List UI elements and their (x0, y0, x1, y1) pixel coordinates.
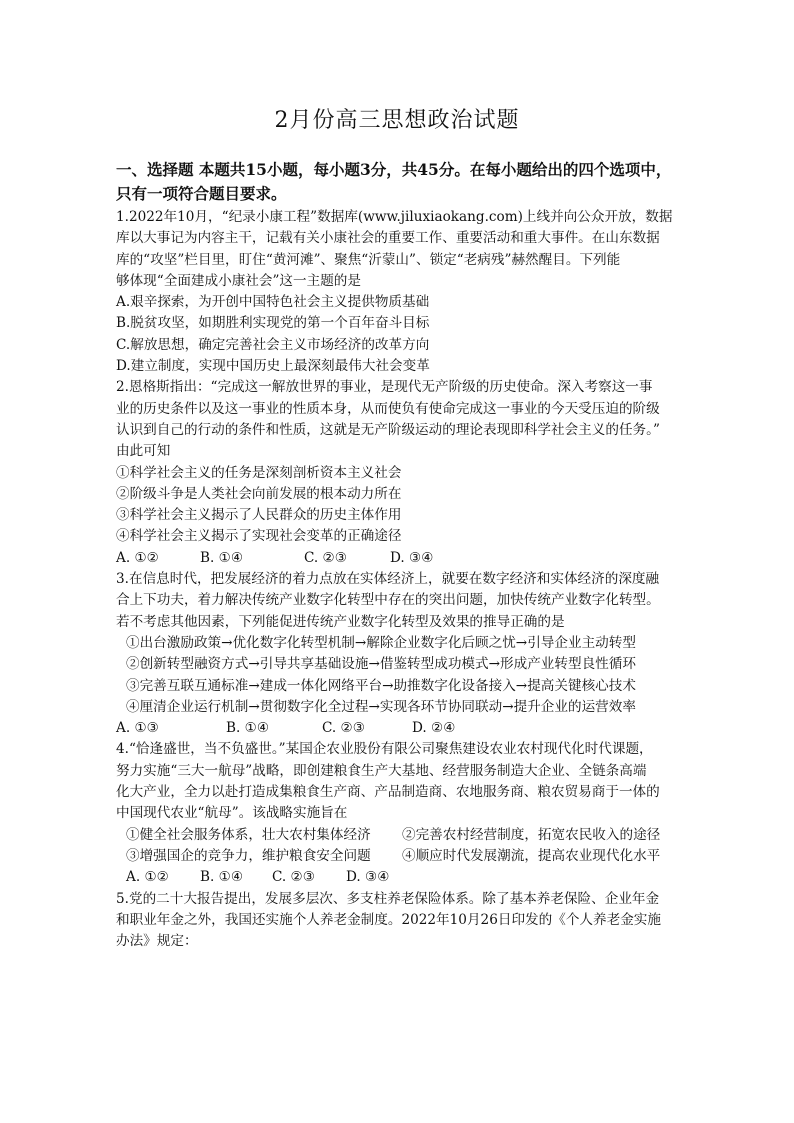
question-2-stem-line: 2.恩格斯指出：“完成这一解放世界的事业，是现代无产阶级的历史使命。深入考察这一事 (116, 379, 653, 396)
question-2-item-2: ②阶级斗争是人类社会向前发展的根本动力所在 (116, 485, 402, 502)
question-4-stem-line: 化大产业，全力以赴打造成集粮食生产商、产品制造商、农地服务商、粮农贸易商于一体的 (116, 784, 660, 801)
question-4-item-2: ②完善农村经营制度，拓宽农民收入的途径 (402, 826, 661, 843)
section-heading (116, 158, 684, 206)
question-4-item-3: ③增强国企的竞争力，维护粮食安全问题 (126, 847, 371, 864)
question-list (116, 207, 684, 952)
question-3-item-1: ①出台激励政策→优化数字化转型机制→解除企业数字化后顾之忧→引导企业主动转型 (126, 634, 636, 651)
answer-choice-c: C. ②③ (304, 549, 347, 566)
question-2-stem-line: 业的历史条件以及这一事业的性质本身，从而使负有使命完成这一事业的今天受压迫的阶级 (116, 400, 660, 417)
question-1-stem-line: 1.2022年10月，“纪录小康工程”数据库(www.jiluxiaokang.com)上线并向公众开放，数据 (116, 209, 673, 225)
answer-choice-d: D. ③④ (390, 549, 434, 566)
question-5 (116, 889, 684, 953)
answer-choice-d: D. ③④ (346, 869, 390, 886)
question-1 (116, 207, 684, 377)
question-1-option-c: C.解放思想，确定完善社会主义市场经济的改革方向 (116, 336, 430, 353)
question-2-item-1: ①科学社会主义的任务是深刻剖析资本主义社会 (116, 464, 402, 481)
question-1-option-d: D.建立制度，实现中国历史上最深刻最伟大社会变革 (116, 358, 430, 375)
answer-choice-b: B. ①④ (200, 549, 244, 566)
answer-choice-a: A. ①② (116, 549, 159, 566)
answer-choice-c: C. ②③ (272, 869, 315, 886)
question-2 (116, 377, 684, 569)
section-heading-line: 一、选择题 本题共15小题，每小题3分，共45分。在每小题给出的四个选项中， (116, 160, 672, 179)
question-4-stem-line: 中国现代农业“航母”。该战略实施旨在 (116, 805, 348, 822)
question-3-item-4: ④厘清企业运行机制→贯彻数字化全过程→实现各环节协同联动→提升企业的运营效率 (126, 698, 636, 715)
question-5-stem-line: 办法》规定： (116, 933, 198, 950)
question-3-answers (116, 718, 684, 739)
question-3-item-2: ②创新转型融资方式→引导共享基础设施→借鉴转型成功模式→形成产业转型良性循环 (126, 656, 636, 673)
question-2-answers (116, 548, 684, 569)
question-3-item-3: ③完善互联互通标准→建成一体化网络平台→助推数字化设备接入→提高关键核心技术 (126, 677, 636, 694)
question-1-option-b: B.脱贫攻坚，如期胜利实现党的第一个百年奋斗目标 (116, 315, 430, 332)
question-2-item-4: ④科学社会主义揭示了实现社会变革的正确途径 (116, 528, 402, 545)
question-4-stem-line: 努力实施“三大一航母”战略，即创建粮食生产大基地、经营服务制造大企业、全链条高端 (116, 762, 647, 779)
question-3-stem-line: 若不考虑其他因素，下列能促进传统产业数字化转型及效果的推导正确的是 (116, 613, 565, 630)
question-1-stem-line: 库的“攻坚”栏目里，盯住“黄河滩”、聚焦“沂蒙山”、锁定“老病残”赫然醒目。下列能 (116, 251, 621, 268)
question-4-answers (116, 867, 684, 888)
answer-choice-d: D. ②④ (412, 720, 456, 737)
question-4-item-4: ④顺应时代发展潮流，提高农业现代化水平 (402, 847, 661, 864)
question-3 (116, 569, 684, 739)
question-1-stem-line: 够体现“全面建成小康社会”这一主题的是 (116, 272, 361, 289)
question-1-stem-line: 库以大事记为内容主干，记载有关小康社会的重要工作、重要活动和重大事件。在山东数据 (116, 230, 660, 247)
question-4-item-1: ①健全社会服务体系，壮大农村集体经济 (126, 826, 371, 843)
question-5-stem-line: 和职业年金之外，我国还实施个人养老金制度。2022年10月26日印发的《个人养老金实施 (116, 911, 661, 928)
answer-choice-b: B. ①④ (226, 720, 270, 737)
answer-choice-c: C. ②③ (322, 720, 365, 737)
section-heading-line: 只有一项符合题目要求。 (116, 184, 287, 203)
question-1-option-a: A.艰辛探索，为开创中国特色社会主义提供物质基础 (116, 294, 430, 311)
question-4 (116, 739, 684, 888)
question-4-stem-line: 4.“恰逢盛世，当不负盛世。”某国企农业股份有限公司聚焦建设农业农村现代化时代课题， (116, 741, 653, 758)
question-2-stem-line: 认识到自己的行动的条件和性质，这就是无产阶级运动的理论表现即科学社会主义的任务。” (116, 421, 660, 438)
question-2-stem-line: 由此可知 (116, 443, 171, 460)
question-2-item-3: ③科学社会主义揭示了人民群众的历史主体作用 (116, 507, 402, 524)
question-3-stem-line: 3.在信息时代，把发展经济的着力点放在实体经济上，就要在数字经济和实体经济的深度融 (116, 571, 660, 588)
question-4-items-row (116, 846, 684, 867)
answer-choice-b: B. ①④ (200, 869, 244, 886)
answer-choice-a: A. ①② (126, 869, 169, 886)
question-4-items-row (116, 825, 684, 846)
question-5-stem-line: 5.党的二十大报告提出，发展多层次、多支柱养老保险体系。除了基本养老保险、企业年金 (116, 890, 660, 907)
page-title: 2月份高三思想政治试题 (274, 108, 520, 133)
question-3-stem-line: 合上下功夫，着力解决传统产业数字化转型中存在的突出问题，加快传统产业数字化转型。 (116, 592, 660, 609)
answer-choice-a: A. ①③ (116, 720, 159, 737)
